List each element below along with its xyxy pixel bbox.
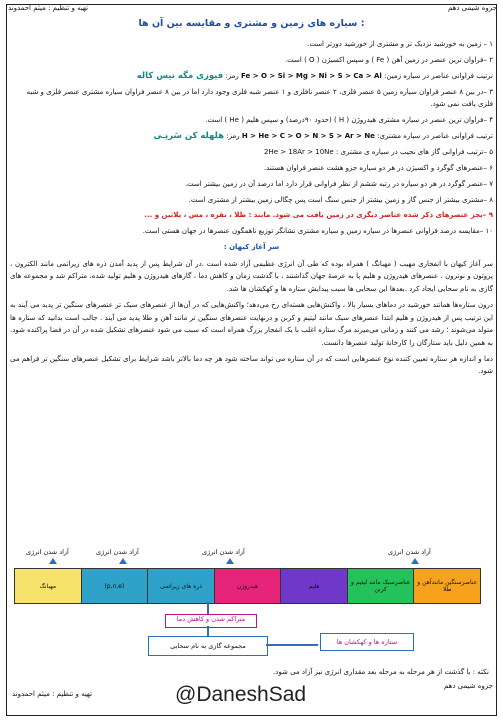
watermark: @DaneshSad xyxy=(175,683,307,706)
jupiter-order-label: ترتیب فراوانی عناصر در سیاره مشتری: xyxy=(377,131,493,140)
release-label-3: آزاد شدن انرژی xyxy=(202,548,245,556)
release-label-1: آزاد شدن انرژی xyxy=(26,548,69,556)
page-title: سیاره های زمین و مشتری و مقایسه بین آن ها : xyxy=(138,18,365,29)
flow-stage-helium: هلیم xyxy=(280,569,347,603)
universe-flow-diagram xyxy=(14,568,481,604)
point-12: ۱۰ –مقایسه درصد فراوانی عنصرها در سیاره زمین و سیاره مشتری نشانگر توزیع ناهمگون عنصرها در جهان هستی است. xyxy=(142,227,493,236)
jupiter-mnemonic-label: رمز: xyxy=(226,131,240,140)
arrow-up-icon xyxy=(119,558,127,564)
footer-title: جزوه شیمی دهم xyxy=(443,682,493,690)
jupiter-order: H > He > C > O > N > S > Ar > Ne xyxy=(241,131,375,140)
flow-stage-hydrogen: هیدروژن xyxy=(214,569,281,603)
nebula-box: مجموعه گازی به نام سحابی xyxy=(148,636,268,656)
point-1: ۱ – زمین به خورشید نزدیک تر و مشتری از خورشید دورتر است. xyxy=(307,40,493,48)
flow-connector xyxy=(266,644,318,646)
point-3 xyxy=(10,70,493,82)
header-title: جزوه شیمی دهم xyxy=(447,4,497,12)
content-body xyxy=(10,38,493,382)
flow-connector xyxy=(207,626,209,636)
earth-order: Fe > O > Si > Mg > Ni > S > Ca > Al xyxy=(241,71,382,80)
point-11: ۹ –بجز عنصرهای ذکر شده عناصر دیگری در زمین یافت می شود. مانند : طلا ، نقره ، مس ، پلاتین و ... xyxy=(144,211,493,220)
earth-mnemonic-label: رمز: xyxy=(225,71,239,80)
point-8: ۶ –عنصرهای گوگرد و اکسیژن در هر دو سیاره جزو هشت عنصر فراوان هستند. xyxy=(264,163,493,172)
arrow-up-icon xyxy=(49,558,57,564)
flow-connector xyxy=(207,602,209,614)
flow-note: نکته : با گذشت از هر مرحله به مرحله بعد مقداری انرژی نیز آزاد می شود. xyxy=(273,668,489,676)
paragraph-1: سر آغاز کیهان با انفجاری مهیب ( مهبانگ ) همراه بوده که طی آن انرژی عظیمی آزاد شده است .در آن شرایط پس از پدید آمدن ذره های زیراتمی مانند الکترون ، پروتون و نوترون ، عنصرهای هیدروژن و هلیم پا به عرصهٔ جهان گذاشتند ، با گذشت زمان و کاهش دما ، گازهای هیدروژن و هلیم تولید شده، متراکم شد و مجموعه های گازی به نام سحابی ایجاد کرد .بعدها این سحابی ها سبب پیدایش ستاره ها و کهکشان ها شد. xyxy=(10,259,493,293)
earth-mnemonic: فیوزی مگه نیس کاله xyxy=(136,70,224,81)
point-2: ۲ –فراوان ترین عنصر در زمین آهن ( Fe ) و سپس اکسیژن ( O ) است. xyxy=(284,55,493,64)
release-label-2: آزاد شدن انرژی xyxy=(96,548,139,556)
point-5: ۴ –فراوان ترین عنصر در سیاره مشتری هیدروژن ( H ) (حدود ۹۰درصد) و سپس هلیم ( He ) است. xyxy=(205,116,493,125)
point-9: ۷ –عنصر گوگرد در هر دو سیاره در رتبه ششم از نظر فراوانی قرار دارد اما درصد آن در زمین بیشتر است. xyxy=(184,179,493,188)
stars-box: ستاره ها و کهکشان ها xyxy=(320,633,414,651)
jupiter-mnemonic: هلهله کن سَرنِـی xyxy=(153,130,224,141)
point-7: ۵ –ترتیب فراوانی گاز های نجیب در سیاره ی مشتری : 2He > 18Ar > 10Ne xyxy=(264,147,493,156)
header-author: تهیه و تنظیم : میثم احمدوند xyxy=(8,4,89,12)
condense-label: متراکم شدن و کاهش دما xyxy=(165,614,257,628)
arrow-up-icon xyxy=(226,558,234,564)
point-6 xyxy=(10,130,493,142)
paragraph-3: دما و اندازه هر ستاره تعیین کننده نوع عنصرهایی است که در آن ستاره می تواند ساخته شود هر چه دما بالاتر باشد شرایط برای تشکیل عنصرهای سنگین تر فراهم می شود. xyxy=(10,354,493,376)
arrow-up-icon xyxy=(411,558,419,564)
section-title: سر آغاز کیهان : xyxy=(223,243,280,252)
point-10: ۸ –مشتری بیشتر از جنس گاز و زمین بیشتر از جنس سنگ است پس چگالی زمین بیشتر از مشتری است. xyxy=(188,195,493,204)
flow-stage-subatomic: ذره های زیراتمی xyxy=(147,569,214,603)
flow-stage-light-elements: عناصرسبک مانند لیتیم و کربن xyxy=(347,569,414,603)
flow-stage-particles: (p,n,e) xyxy=(81,569,148,603)
flow-stage-heavy-elements: عناصرسنگین مانندآهن و طلا xyxy=(413,569,480,603)
release-label-4: آزاد شدن انرژی xyxy=(388,548,431,556)
earth-order-label: ترتیب فراوانی عناصر در سیاره زمین: xyxy=(384,71,493,80)
paragraph-2: درون ستاره‌ها همانند خورشید در دماهای بسیار بالا ، واکنش‌هایی هسته‌ای رخ می‌دهد؛ واکنش‌هایی که در آن‌ها از عنصرهای سبک تر عنصرهای سنگین تر پدید می آیند به این ترتیب پس از هیدروژن و هلیم ابتدا عنصرهای سبک مانند لیتیم و کربن و درنهایت عنصرهای سنگین تر مانند آهن و طلا پدید می آیند . جالب است بدانید که ستاره ها متولد می‌شوند ؛ رشد می کنند و زمانی می‌میرند مرگ ستاره اغلب با یک انفجار بزرگ همراه است که سبب می شود عنصرهای تشکیل شده در آن در فضا پراکنده شود. به همین دلیل باید ستارگان را کارخانهٔ تولید عنصرها دانست. xyxy=(10,300,493,347)
footer-author: تهیه و تنظیم : میثم احمدوند xyxy=(12,690,93,698)
point-4: ۳ –در بین ۸ عنصر فراوان سیاره زمین ۵ عنصر فلزی، ۲ عنصر نافلزی و ۱ عنصر شبه فلزی وجود دارد اما در بین ۸ عنصر فراوان سیاره مشتری عنصر فلزی و شبه فلزی یافت نمی شود. xyxy=(26,87,493,109)
flow-stage-bigbang: مهبانگ xyxy=(15,569,81,603)
